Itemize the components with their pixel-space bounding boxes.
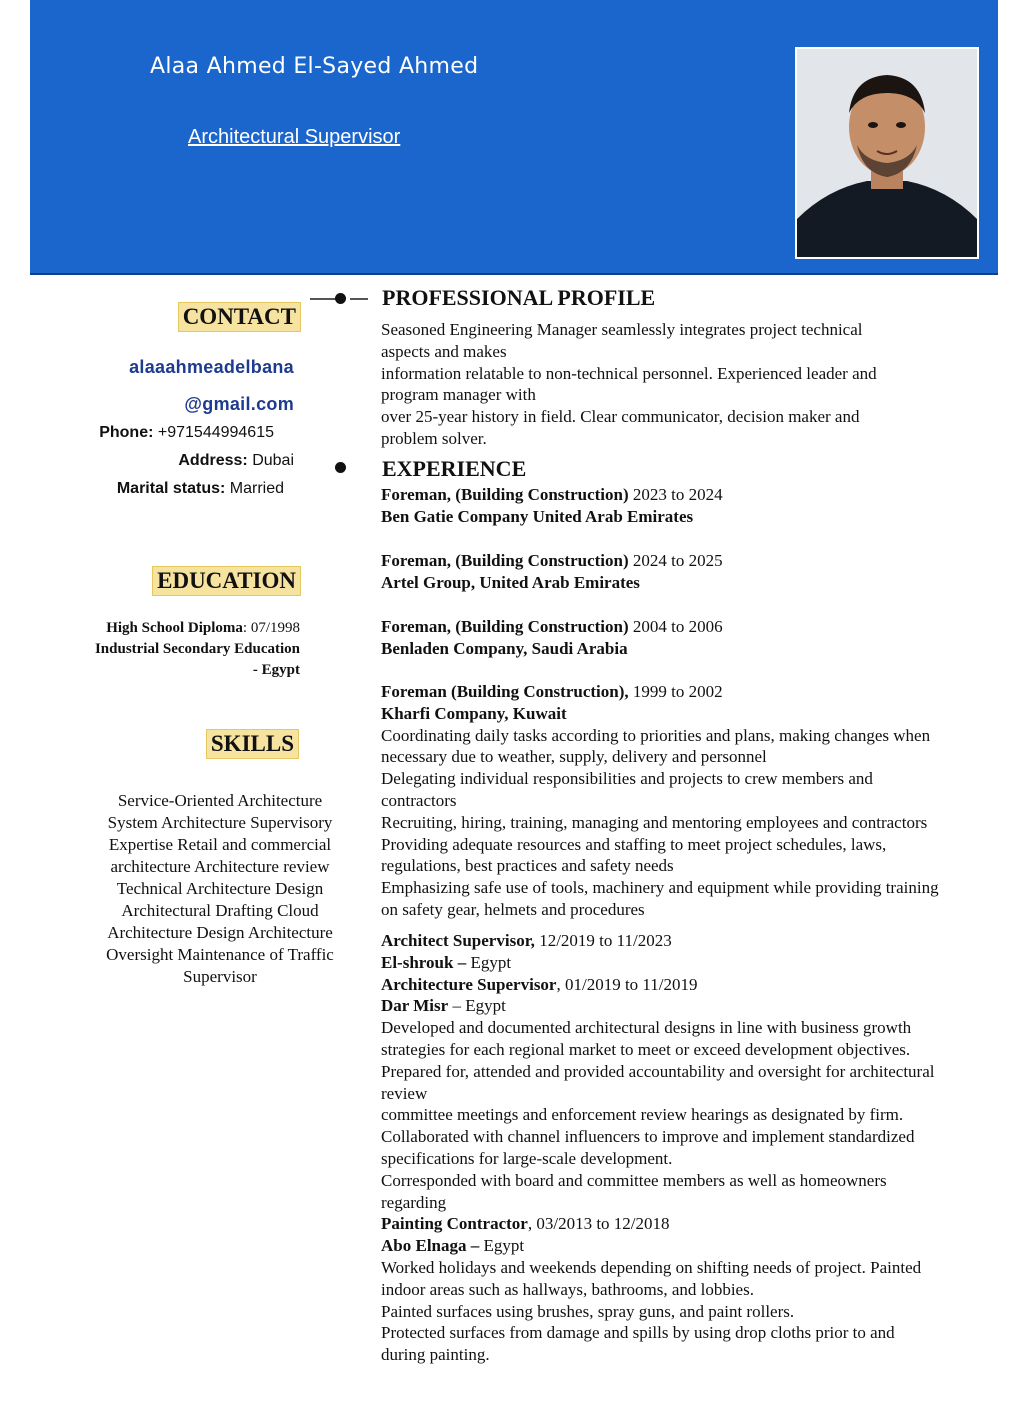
person-portrait-icon xyxy=(797,49,977,257)
duty-line: contractors xyxy=(381,790,457,810)
skill-line: Expertise Retail and commercial xyxy=(108,835,332,854)
contact-heading: CONTACT xyxy=(178,302,301,332)
skill-line: Service-Oriented Architecture xyxy=(117,791,323,810)
candidate-name: Alaa Ahmed El-Sayed Ahmed xyxy=(150,54,479,79)
job-entry-elshrouk-darmisr xyxy=(381,930,1011,1366)
job-dates: , 01/2019 to 11/2019 xyxy=(556,974,698,994)
job-dates: 1999 to 2002 xyxy=(628,682,723,701)
duty-line: review xyxy=(381,1083,428,1103)
job-company: Abo Elnaga – xyxy=(381,1236,480,1256)
email-line-2[interactable]: @gmail.com xyxy=(184,394,294,414)
job-entry-kharfi xyxy=(381,681,1011,921)
duty-line: regarding xyxy=(381,1192,447,1212)
address-field xyxy=(178,452,294,470)
duty-line: specifications for large-scale development. xyxy=(381,1148,673,1168)
school-country: - Egypt xyxy=(252,662,300,678)
job-company: Kharfi Company, Kuwait xyxy=(381,703,567,723)
marital-status-field xyxy=(117,480,284,498)
profile-line: over 25-year history in field. Clear communicator, decision maker and xyxy=(381,407,860,427)
duty-line: Emphasizing safe use of tools, machinery and equipment while providing training xyxy=(381,878,939,898)
job-role: Painting Contractor xyxy=(381,1214,528,1234)
job-role: Foreman, (Building Construction) xyxy=(381,551,629,570)
skill-line: Supervisor xyxy=(183,967,257,986)
profile-heading: PROFESSIONAL PROFILE xyxy=(382,285,656,310)
job-company: El-shrouk – xyxy=(381,952,467,972)
address-label: Address: xyxy=(178,452,248,469)
duty-line: Painted surfaces using brushes, spray guns, and paint rollers. xyxy=(381,1301,795,1321)
address-value: Dubai xyxy=(252,452,294,469)
phone-field xyxy=(99,424,274,442)
duty-line: Worked holidays and weekends depending on shifting needs of project. Painted xyxy=(381,1257,922,1277)
job-role: Foreman (Building Construction), xyxy=(381,682,629,701)
marital-value: Married xyxy=(229,480,284,497)
duty-line: necessary due to weather, supply, delivery and personnel xyxy=(381,747,767,767)
phone-value: +971544994615 xyxy=(157,424,274,441)
email-line-1[interactable]: alaaahmeadelbana xyxy=(129,357,294,377)
diploma-label: High School Diploma xyxy=(106,620,243,636)
duty-line: regulations, best practices and safety needs xyxy=(381,856,674,876)
skills-heading: SKILLS xyxy=(206,729,299,759)
duty-line: on safety gear, helmets and procedures xyxy=(381,899,645,919)
job-role: Foreman, (Building Construction) xyxy=(381,485,629,504)
duty-line: committee meetings and enforcement review hearings as designated by firm. xyxy=(381,1105,904,1125)
duty-line: Protected surfaces from damage and spills by using drop cloths prior to and xyxy=(381,1323,895,1343)
duty-line: Prepared for, attended and provided accountability and oversight for architectural xyxy=(381,1061,935,1081)
duty-line: Coordinating daily tasks according to priorities and plans, making changes when xyxy=(381,725,931,745)
job-role: Architecture Supervisor xyxy=(381,974,557,994)
timeline-bullet-profile xyxy=(335,293,346,304)
duty-line: indoor areas such as hallways, bathrooms, and lobbies. xyxy=(381,1279,754,1299)
timeline-connector xyxy=(350,298,368,300)
job-title: Architectural Supervisor xyxy=(188,126,401,148)
job-company: Dar Misr xyxy=(381,996,449,1016)
job-dates: 2004 to 2006 xyxy=(628,617,723,636)
duty-line: Developed and documented architectural designs in line with business growth xyxy=(381,1018,912,1038)
job-country: – Egypt xyxy=(448,996,506,1016)
experience-heading: EXPERIENCE xyxy=(382,456,527,481)
job-country: Egypt xyxy=(479,1236,525,1256)
skill-line: Architecture Design Architecture xyxy=(107,923,333,942)
profile-photo xyxy=(795,47,979,259)
job-entry-ben-gatie xyxy=(381,484,1011,528)
duty-line: Corresponded with board and committee members as well as homeowners xyxy=(381,1170,887,1190)
job-company: Benladen Company, Saudi Arabia xyxy=(381,638,628,658)
job-company: Ben Gatie Company United Arab Emirates xyxy=(381,506,694,526)
marital-label: Marital status: xyxy=(116,480,226,497)
school-name: Industrial Secondary Education xyxy=(94,641,300,657)
education-heading: EDUCATION xyxy=(152,566,301,596)
phone-label: Phone: xyxy=(99,424,154,441)
duty-line: Collaborated with channel influencers to improve and implement standardized xyxy=(381,1127,915,1147)
skill-line: System Architecture Supervisory xyxy=(107,813,333,832)
duty-line: Recruiting, hiring, training, managing and mentoring employees and contractors xyxy=(381,812,928,832)
job-company: Artel Group, United Arab Emirates xyxy=(381,572,640,592)
skill-line: Technical Architecture Design xyxy=(116,879,324,898)
job-role: Architect Supervisor, xyxy=(381,931,535,950)
job-role: Foreman, (Building Construction) xyxy=(381,617,629,636)
job-entry-benladen xyxy=(381,616,1011,660)
skills-list xyxy=(60,790,380,988)
timeline-bullet-experience xyxy=(335,462,346,473)
timeline-connector xyxy=(310,298,338,300)
job-dates: 12/2019 to 11/2023 xyxy=(534,931,672,950)
job-dates: , 03/2013 to 12/2018 xyxy=(527,1214,670,1234)
skill-line: architecture Architecture review xyxy=(110,857,330,876)
profile-line: Seasoned Engineering Manager seamlessly integrates project technical xyxy=(381,320,863,339)
job-dates: 2024 to 2025 xyxy=(628,551,723,570)
duty-line: during painting. xyxy=(381,1345,490,1365)
job-country: Egypt xyxy=(466,952,512,972)
duty-line: Delegating individual responsibilities and projects to crew members and xyxy=(381,769,873,789)
profile-summary xyxy=(381,319,1011,450)
profile-line: information relatable to non-technical personnel. Experienced leader and xyxy=(381,363,877,383)
job-entry-artel xyxy=(381,550,1011,594)
header-banner xyxy=(30,0,998,275)
duty-line: strategies for each regional market to meet or exceed development objectives. xyxy=(381,1039,911,1059)
profile-line: aspects and makes xyxy=(381,341,507,361)
skill-line: Oversight Maintenance of Traffic xyxy=(106,945,334,964)
education-details xyxy=(20,618,300,681)
diploma-date: : 07/1998 xyxy=(242,620,300,636)
duty-line: Providing adequate resources and staffing to meet project schedules, laws, xyxy=(381,834,887,854)
profile-line: problem solver. xyxy=(381,428,487,448)
profile-line: program manager with xyxy=(381,385,536,405)
job-dates: 2023 to 2024 xyxy=(628,485,723,504)
skill-line: Architectural Drafting Cloud xyxy=(121,901,319,920)
